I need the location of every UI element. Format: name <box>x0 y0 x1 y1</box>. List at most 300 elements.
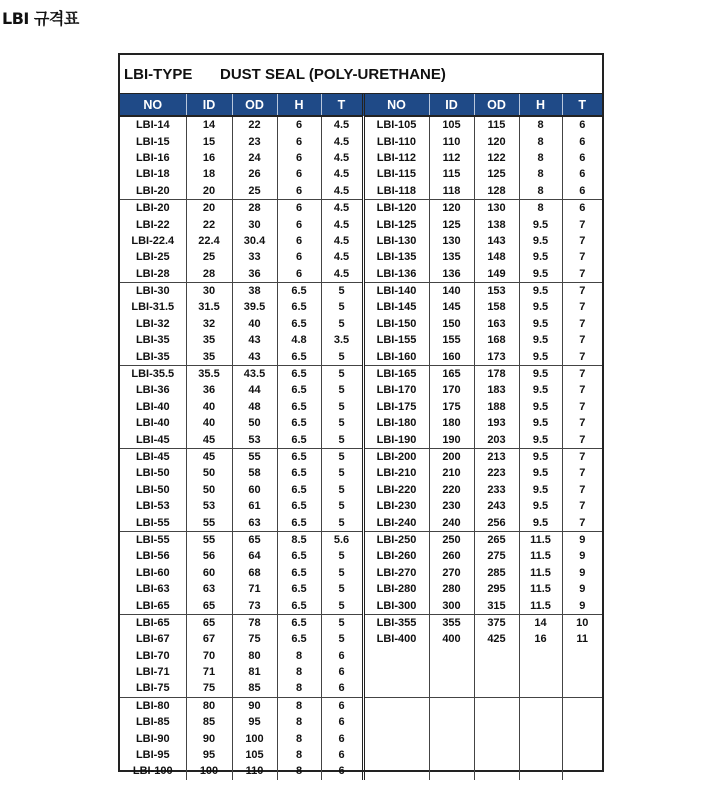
cell-no: LBI-35.5 <box>131 368 175 381</box>
cell-t: 5 <box>321 282 363 299</box>
cell-t: 4.5 <box>321 166 363 182</box>
product-name-label: DUST SEAL (POLY-URETHANE) <box>220 65 446 83</box>
cell-no: LBI-155 <box>363 332 429 348</box>
cell-no: LBI-20 <box>120 183 186 200</box>
table-row <box>120 465 602 481</box>
cell-h: 6.5 <box>277 514 321 531</box>
cell-t <box>562 648 602 664</box>
table-row <box>120 581 602 597</box>
cell-id: 28 <box>186 266 232 283</box>
cell-h: 9.5 <box>519 332 562 348</box>
cell-id: 175 <box>429 399 474 415</box>
cell-id: 120 <box>429 199 474 216</box>
cell-t: 6 <box>321 680 363 697</box>
cell-id: 40 <box>186 399 232 415</box>
table-row <box>120 597 602 614</box>
cell-od: 44 <box>232 382 277 398</box>
cell-t: 5 <box>321 548 363 564</box>
cell-t: 7 <box>562 431 602 448</box>
table-row <box>120 249 602 265</box>
cell-od: 233 <box>474 482 519 498</box>
cell-t: 6 <box>562 166 602 182</box>
cell-no: LBI-115 <box>363 166 429 182</box>
cell-od <box>474 730 519 746</box>
cell-h: 6.5 <box>277 631 321 647</box>
cell-id: 22.4 <box>186 233 232 249</box>
cell-t: 10 <box>562 614 602 631</box>
cell-t: 6 <box>321 697 363 714</box>
cell-id: 45 <box>186 448 232 465</box>
cell-od: 40 <box>232 316 277 332</box>
cell-no: LBI-230 <box>363 498 429 514</box>
cell-no: LBI-130 <box>363 233 429 249</box>
table-row <box>120 697 602 714</box>
cell-no: LBI-71 <box>135 666 170 679</box>
cell-t: 7 <box>562 233 602 249</box>
cell-no: LBI-14 <box>135 119 170 132</box>
cell-od: 285 <box>474 565 519 581</box>
cell-od: 149 <box>474 266 519 283</box>
cell-h: 9.5 <box>519 282 562 299</box>
cell-od: 50 <box>232 415 277 431</box>
cell-id <box>429 680 474 697</box>
cell-t: 6 <box>562 199 602 216</box>
table-row <box>120 365 602 382</box>
cell-h: 6.5 <box>277 399 321 415</box>
cell-h: 6.5 <box>277 565 321 581</box>
cell-id: 31.5 <box>186 299 232 315</box>
cell-od: 375 <box>474 614 519 631</box>
table-row <box>120 763 602 779</box>
cell-no: LBI-125 <box>363 216 429 232</box>
cell-id: 20 <box>186 183 232 200</box>
cell-t: 6 <box>321 730 363 746</box>
table-heading <box>120 55 602 94</box>
cell-od: 148 <box>474 249 519 265</box>
cell-no: LBI-355 <box>363 614 429 631</box>
cell-no: LBI-100 <box>132 765 173 778</box>
cell-od: 71 <box>232 581 277 597</box>
cell-h: 6.5 <box>277 614 321 631</box>
cell-t: 7 <box>562 399 602 415</box>
cell-no <box>363 697 429 714</box>
cell-od: 39.5 <box>232 299 277 315</box>
cell-t: 7 <box>562 216 602 232</box>
cell-h: 6 <box>277 133 321 149</box>
cell-h: 9.5 <box>519 216 562 232</box>
spec-table-box <box>118 53 604 778</box>
cell-no: LBI-50 <box>135 467 170 480</box>
cell-id: 112 <box>429 150 474 166</box>
cell-h: 6 <box>277 150 321 166</box>
cell-t: 9 <box>562 565 602 581</box>
cell-t: 7 <box>562 448 602 465</box>
cell-od: 75 <box>232 631 277 647</box>
cell-no: LBI-165 <box>363 365 429 382</box>
col-header-t: T <box>562 94 602 116</box>
cell-h: 8 <box>277 730 321 746</box>
cell-h: 9.5 <box>519 482 562 498</box>
cell-no: LBI-85 <box>135 716 170 729</box>
cell-no: LBI-35 <box>135 334 170 347</box>
cell-id: 15 <box>186 133 232 149</box>
spec-table <box>120 94 602 780</box>
cell-h: 9.5 <box>519 233 562 249</box>
cell-h: 8 <box>277 648 321 664</box>
cell-t: 7 <box>562 514 602 531</box>
cell-no: LBI-280 <box>363 581 429 597</box>
cell-t: 5 <box>321 348 363 365</box>
cell-h: 6 <box>277 116 321 133</box>
cell-id: 85 <box>186 714 232 730</box>
cell-id: 70 <box>186 648 232 664</box>
cell-h: 9.5 <box>519 365 562 382</box>
cell-id: 35.5 <box>186 365 232 382</box>
cell-no: LBI-60 <box>135 566 170 579</box>
cell-id: 280 <box>429 581 474 597</box>
cell-h <box>519 648 562 664</box>
cell-od <box>474 763 519 779</box>
cell-id: 400 <box>429 631 474 647</box>
cell-od: 26 <box>232 166 277 182</box>
table-row <box>120 382 602 398</box>
cell-no: LBI-136 <box>363 266 429 283</box>
cell-no: LBI-135 <box>363 249 429 265</box>
cell-id: 200 <box>429 448 474 465</box>
cell-id: 136 <box>429 266 474 283</box>
cell-id: 40 <box>186 415 232 431</box>
table-row <box>120 216 602 232</box>
cell-od: 173 <box>474 348 519 365</box>
cell-t: 6 <box>321 747 363 763</box>
cell-h: 6.5 <box>277 498 321 514</box>
cell-id: 300 <box>429 597 474 614</box>
cell-od: 265 <box>474 531 519 548</box>
cell-id: 250 <box>429 531 474 548</box>
cell-t: 4.5 <box>321 183 363 200</box>
cell-od: 78 <box>232 614 277 631</box>
cell-no: LBI-240 <box>363 514 429 531</box>
cell-od: 100 <box>232 730 277 746</box>
table-row <box>120 680 602 697</box>
cell-od: 168 <box>474 332 519 348</box>
cell-h: 8 <box>519 116 562 133</box>
cell-od: 178 <box>474 365 519 382</box>
cell-od: 65 <box>232 531 277 548</box>
cell-id: 65 <box>186 614 232 631</box>
table-row <box>120 448 602 465</box>
cell-no: LBI-75 <box>120 680 186 697</box>
cell-h: 11.5 <box>519 531 562 548</box>
cell-id: 50 <box>186 465 232 481</box>
spec-table-body <box>120 116 602 780</box>
table-row <box>120 399 602 415</box>
cell-h: 9.5 <box>519 382 562 398</box>
cell-id: 145 <box>429 299 474 315</box>
table-row <box>120 233 602 249</box>
table-row <box>120 166 602 182</box>
cell-od <box>474 714 519 730</box>
cell-h <box>519 714 562 730</box>
table-row <box>120 332 602 348</box>
cell-no: LBI-25 <box>135 251 170 264</box>
cell-h: 9.5 <box>519 498 562 514</box>
cell-h: 14 <box>519 614 562 631</box>
cell-od: 275 <box>474 548 519 564</box>
cell-h <box>519 680 562 697</box>
cell-od: 243 <box>474 498 519 514</box>
col-header-od: OD <box>232 94 277 116</box>
cell-t: 5 <box>321 498 363 514</box>
cell-id: 63 <box>186 581 232 597</box>
cell-id: 135 <box>429 249 474 265</box>
cell-id: 110 <box>429 133 474 149</box>
cell-h: 9.5 <box>519 348 562 365</box>
cell-od: 295 <box>474 581 519 597</box>
cell-no: LBI-22 <box>135 218 170 231</box>
cell-id: 45 <box>186 431 232 448</box>
cell-od: 122 <box>474 150 519 166</box>
cell-h: 4.8 <box>277 332 321 348</box>
cell-od: 28 <box>232 199 277 216</box>
cell-h <box>519 697 562 714</box>
cell-no: LBI-140 <box>363 282 429 299</box>
table-row <box>120 316 602 332</box>
cell-od: 256 <box>474 514 519 531</box>
cell-t: 5 <box>321 465 363 481</box>
table-row <box>120 631 602 647</box>
cell-od: 73 <box>232 597 277 614</box>
cell-t: 9 <box>562 597 602 614</box>
cell-od: 193 <box>474 415 519 431</box>
cell-h: 8 <box>277 664 321 680</box>
cell-no: LBI-105 <box>363 116 429 133</box>
cell-od: 30 <box>232 216 277 232</box>
cell-id: 118 <box>429 183 474 200</box>
cell-od: 223 <box>474 465 519 481</box>
cell-t: 5.6 <box>321 531 363 548</box>
cell-no: LBI-40 <box>135 400 170 413</box>
cell-od: 22 <box>232 116 277 133</box>
cell-t: 6 <box>562 116 602 133</box>
cell-id <box>429 714 474 730</box>
cell-id: 55 <box>186 531 232 548</box>
cell-h: 11.5 <box>519 597 562 614</box>
cell-od: 115 <box>474 116 519 133</box>
cell-no: LBI-145 <box>363 299 429 315</box>
cell-od: 81 <box>232 664 277 680</box>
cell-t <box>562 714 602 730</box>
cell-no <box>363 763 429 779</box>
cell-od: 53 <box>232 431 277 448</box>
cell-t: 5 <box>321 431 363 448</box>
cell-id: 25 <box>186 249 232 265</box>
cell-id: 115 <box>429 166 474 182</box>
table-row <box>120 614 602 631</box>
cell-id: 55 <box>186 514 232 531</box>
cell-t: 7 <box>562 415 602 431</box>
cell-od: 68 <box>232 565 277 581</box>
cell-h: 9.5 <box>519 266 562 283</box>
cell-no <box>363 730 429 746</box>
cell-id: 220 <box>429 482 474 498</box>
cell-no: LBI-120 <box>363 199 429 216</box>
cell-id: 155 <box>429 332 474 348</box>
cell-no: LBI-112 <box>363 150 429 166</box>
cell-id: 180 <box>429 415 474 431</box>
table-row <box>120 730 602 746</box>
cell-id: 90 <box>186 730 232 746</box>
cell-od: 158 <box>474 299 519 315</box>
table-row <box>120 116 602 133</box>
cell-od: 63 <box>232 514 277 531</box>
cell-h: 6.5 <box>277 282 321 299</box>
cell-no: LBI-90 <box>135 732 170 745</box>
cell-h: 8 <box>277 680 321 697</box>
table-row <box>120 299 602 315</box>
cell-t: 6 <box>321 664 363 680</box>
cell-od: 30.4 <box>232 233 277 249</box>
cell-t: 6 <box>321 714 363 730</box>
cell-no: LBI-32 <box>135 317 170 330</box>
cell-od: 143 <box>474 233 519 249</box>
cell-h: 9.5 <box>519 399 562 415</box>
cell-t: 5 <box>321 365 363 382</box>
cell-h: 8 <box>277 714 321 730</box>
table-row <box>120 498 602 514</box>
cell-id: 260 <box>429 548 474 564</box>
cell-h: 6.5 <box>277 348 321 365</box>
cell-t: 7 <box>562 482 602 498</box>
table-row <box>120 183 602 200</box>
cell-id: 35 <box>186 332 232 348</box>
cell-no: LBI-56 <box>135 550 170 563</box>
cell-t: 6 <box>321 648 363 664</box>
cell-t <box>562 697 602 714</box>
cell-id: 160 <box>429 348 474 365</box>
table-row <box>120 514 602 531</box>
cell-od: 36 <box>232 266 277 283</box>
cell-od: 43 <box>232 348 277 365</box>
cell-id: 95 <box>186 747 232 763</box>
cell-h: 6 <box>277 233 321 249</box>
cell-od: 25 <box>232 183 277 200</box>
table-row <box>120 150 602 166</box>
col-header-h: H <box>519 94 562 116</box>
cell-od: 120 <box>474 133 519 149</box>
cell-no: LBI-65 <box>135 616 170 629</box>
cell-no: LBI-400 <box>363 631 429 647</box>
cell-od: 48 <box>232 399 277 415</box>
cell-t: 4.5 <box>321 233 363 249</box>
cell-no: LBI-150 <box>363 316 429 332</box>
cell-t <box>562 680 602 697</box>
cell-od: 33 <box>232 249 277 265</box>
cell-no: LBI-53 <box>135 500 170 513</box>
cell-od: 128 <box>474 183 519 200</box>
cell-h <box>519 763 562 779</box>
table-row <box>120 482 602 498</box>
cell-h: 8 <box>277 747 321 763</box>
cell-no: LBI-16 <box>135 151 170 164</box>
cell-h: 9.5 <box>519 299 562 315</box>
table-row <box>120 648 602 664</box>
table-row <box>120 664 602 680</box>
cell-no: LBI-45 <box>135 451 170 463</box>
cell-t: 5 <box>321 299 363 315</box>
cell-t: 4.5 <box>321 199 363 216</box>
cell-od: 43 <box>232 332 277 348</box>
cell-t: 7 <box>562 348 602 365</box>
cell-no: LBI-55 <box>135 533 170 546</box>
cell-t: 7 <box>562 365 602 382</box>
cell-no: LBI-95 <box>135 749 170 762</box>
cell-t: 5 <box>321 581 363 597</box>
cell-t: 9 <box>562 581 602 597</box>
cell-t: 7 <box>562 465 602 481</box>
cell-no: LBI-18 <box>135 168 170 181</box>
table-row <box>120 199 602 216</box>
cell-no <box>363 747 429 763</box>
cell-od: 203 <box>474 431 519 448</box>
cell-t: 4.5 <box>321 133 363 149</box>
cell-h: 8 <box>277 697 321 714</box>
cell-od <box>474 664 519 680</box>
cell-no: LBI-67 <box>135 633 170 646</box>
cell-h: 6.5 <box>277 581 321 597</box>
cell-no <box>363 664 429 680</box>
cell-h: 8 <box>277 763 321 779</box>
cell-id: 75 <box>186 680 232 697</box>
cell-t: 5 <box>321 514 363 531</box>
cell-id: 67 <box>186 631 232 647</box>
cell-od <box>474 648 519 664</box>
cell-h: 6.5 <box>277 465 321 481</box>
cell-t: 6 <box>562 183 602 200</box>
cell-od: 138 <box>474 216 519 232</box>
cell-id: 32 <box>186 316 232 332</box>
cell-no: LBI-31.5 <box>131 301 175 314</box>
cell-t: 3.5 <box>321 332 363 348</box>
cell-h: 9.5 <box>519 249 562 265</box>
cell-od: 90 <box>232 697 277 714</box>
cell-no: LBI-260 <box>363 548 429 564</box>
cell-id: 53 <box>186 498 232 514</box>
cell-no: LBI-250 <box>363 531 429 548</box>
cell-h: 8 <box>519 199 562 216</box>
cell-h <box>519 747 562 763</box>
cell-id: 150 <box>429 316 474 332</box>
cell-no: LBI-50 <box>135 483 170 496</box>
cell-h: 6 <box>277 266 321 283</box>
cell-od: 105 <box>232 747 277 763</box>
cell-id <box>429 730 474 746</box>
cell-id: 140 <box>429 282 474 299</box>
cell-od: 213 <box>474 448 519 465</box>
cell-od: 23 <box>232 133 277 149</box>
cell-no: LBI-200 <box>363 448 429 465</box>
cell-t: 5 <box>321 448 363 465</box>
cell-t <box>562 664 602 680</box>
cell-t: 7 <box>562 249 602 265</box>
seal-type-label: LBI-TYPE <box>124 65 193 83</box>
cell-t: 4.5 <box>321 249 363 265</box>
cell-od: 183 <box>474 382 519 398</box>
cell-no: LBI-118 <box>363 183 429 200</box>
cell-t: 4.5 <box>321 116 363 133</box>
cell-no: LBI-45 <box>120 431 186 448</box>
cell-h: 11.5 <box>519 565 562 581</box>
